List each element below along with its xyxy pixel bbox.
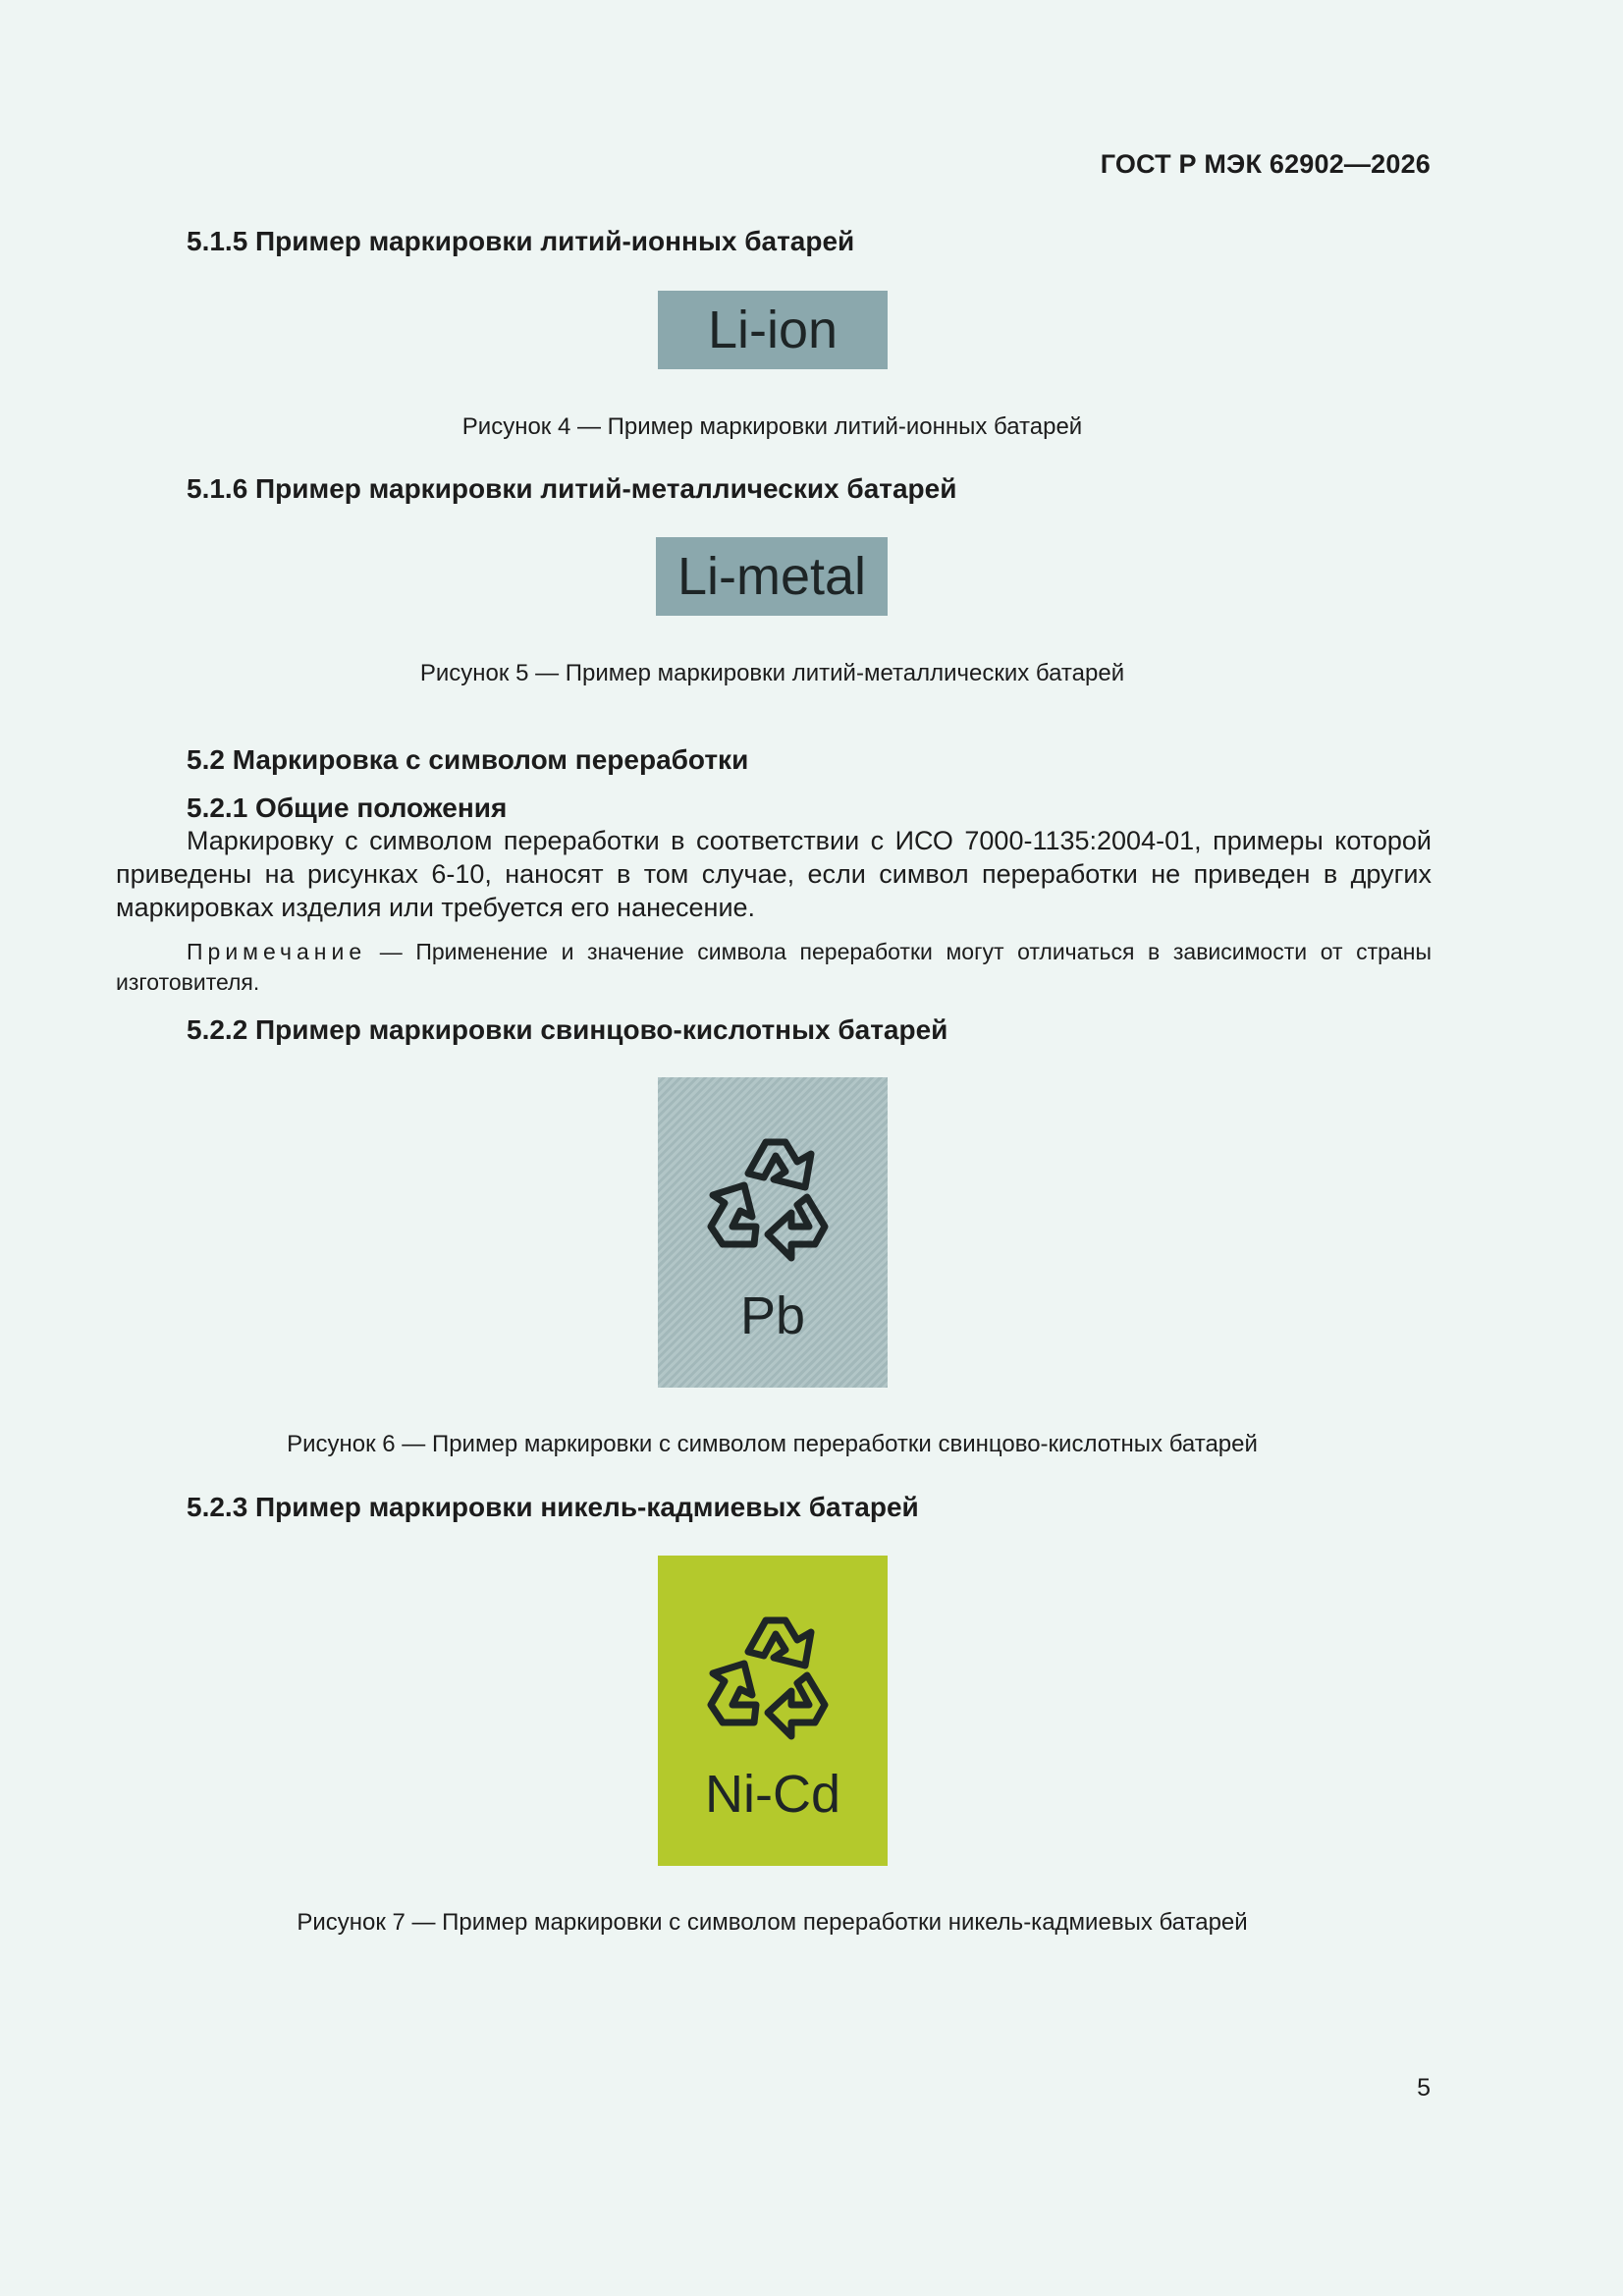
ni-cd-label: Ni-Cd [704, 1765, 840, 1824]
recycle-icon [689, 1593, 856, 1740]
li-metal-marking [656, 537, 888, 616]
body-paragraph [116, 824, 1432, 924]
pb-recycle-marking [658, 1077, 888, 1388]
note [116, 937, 1432, 998]
note-text: — Применение и значение символа переработки могут отличаться в зависимости от страны изготовителя. [116, 939, 1432, 995]
note-label: Примечание [187, 939, 367, 964]
pb-label: Pb [739, 1286, 806, 1345]
li-ion-label: Li-ion [707, 301, 839, 359]
page-number: 5 [1417, 2074, 1431, 2102]
figure-5-caption: Рисунок 5 — Пример маркировки литий-металлических батарей [419, 660, 1125, 686]
figure-6-caption: Рисунок 6 — Пример маркировки с символом переработки свинцово-кислотных батарей [287, 1431, 1258, 1457]
document-code: ГОСТ Р МЭК 62902—2026 [1100, 149, 1431, 179]
section-heading-5-1-5: 5.1.5 Пример маркировки литий-ионных батарей [187, 226, 855, 256]
ni-cd-recycle-marking [658, 1556, 888, 1866]
figure-7-caption: Рисунок 7 — Пример маркировки с символом переработки никель-кадмиевых батарей [297, 1909, 1248, 1936]
section-heading-5-1-6: 5.1.6 Пример маркировки литий-металлических батарей [187, 473, 957, 504]
li-ion-marking [658, 291, 888, 369]
section-heading-5-2: 5.2 Маркировка с символом переработки [187, 744, 749, 775]
section-heading-5-2-3: 5.2.3 Пример маркировки никель-кадмиевых батарей [187, 1492, 919, 1522]
section-heading-5-2-1: 5.2.1 Общие положения [187, 793, 508, 823]
recycle-icon [689, 1115, 856, 1262]
li-metal-label: Li-metal [676, 547, 867, 606]
body-paragraph-text: Маркировку с символом переработки в соответствии с ИСО 7000-1135:2004-01, примеры которой приведены на рисунках 6-10, наносят в том случае, если символ переработки не приведен в других маркировках изделия или требуется его нанесение. [116, 826, 1432, 922]
figure-4-caption: Рисунок 4 — Пример маркировки литий-ионных батарей [461, 413, 1083, 440]
section-heading-5-2-2: 5.2.2 Пример маркировки свинцово-кислотных батарей [187, 1014, 948, 1045]
